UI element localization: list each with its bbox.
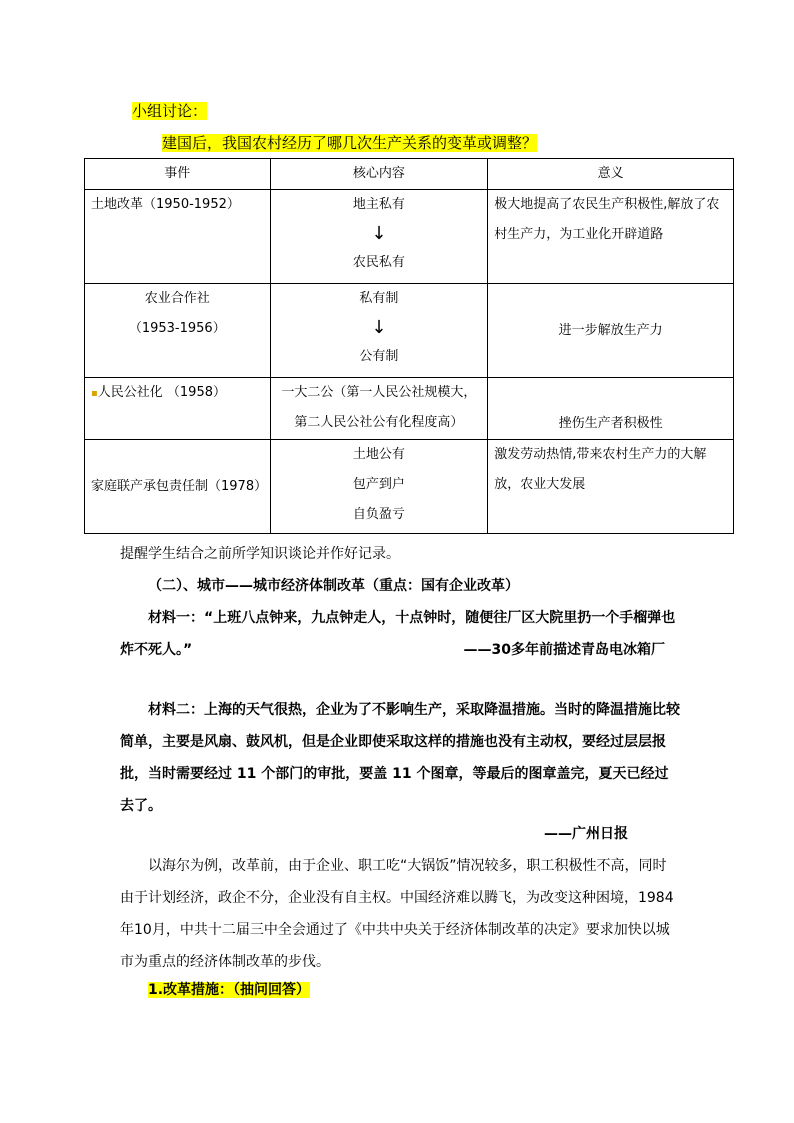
material1-source: ——30多年前描述青岛电冰箱厂 <box>463 642 665 658</box>
measures-heading: 1.改革措施：（抽问回答） <box>148 982 311 998</box>
core-bottom: 公有制 <box>359 349 399 364</box>
core-line: 一大二公（第一人民公社规模大， <box>281 385 477 400</box>
core-top: 私有制 <box>359 291 399 306</box>
event-line: （1953-1956） <box>128 321 226 336</box>
reminder-text: 提醒学生结合之前所学知识谈论并作好记录。 <box>120 546 400 562</box>
cell-event <box>85 378 271 440</box>
reform-table <box>84 158 734 534</box>
cell-meaning: 挫伤生产者积极性 <box>488 378 734 440</box>
cell-core <box>270 440 488 534</box>
core-line: 自负盈亏 <box>352 507 405 522</box>
table-row <box>85 190 734 284</box>
event-line: 农业合作社 <box>144 291 210 306</box>
table-header-row <box>85 159 734 190</box>
core-line: 包产到户 <box>352 477 405 492</box>
table-row <box>85 378 734 440</box>
section-title: （二）、城市——城市经济体制改革（重点：国有企业改革） <box>148 578 519 594</box>
haier-paragraph: 以海尔为例，改革前，由于企业、职工吃“大锅饭”情况较多，职工积极性不高，同时由于计划经济，政企不分，企业没有自主权。中国经济难以腾飞，为改变这种困境，1984年10月，中共十二届三中全会通过了《中共中央关于经济体制改革的决定》要求加快以城市为重点的经济体制改革的步伐。 <box>120 858 674 970</box>
cell-core <box>270 284 488 378</box>
core-line: 土地公有 <box>352 447 405 462</box>
header-core: 核心内容 <box>270 159 488 190</box>
cell-event: 土地改革（1950-1952） <box>85 190 271 284</box>
table-row <box>85 440 734 534</box>
cell-core <box>270 190 488 284</box>
material2-source: ——广州日报 <box>544 826 628 842</box>
event-text: 人民公社化 （1958） <box>97 385 226 400</box>
cell-event <box>85 284 271 378</box>
bullet-dot-icon: ▪ <box>91 388 98 399</box>
material2-text: 材料二：上海的天气很热，企业为了不影响生产，采取降温措施。当时的降温措施比较简单，主要是风扇、鼓风机，但是企业即使采取这样的措施也没有主动权，要经过层层报批，当时需要经过 11 个部门的审批，要盖 11 个图章，等最后的图章盖完，夏天已经过去了。 <box>120 702 680 814</box>
discussion-label: 小组讨论： <box>132 102 208 120</box>
table-row <box>85 284 734 378</box>
core-line: 第二人民公社公有化程度高） <box>294 415 464 430</box>
material1-text: 材料一：“上班八点钟来，九点钟走人，十点钟时，随便往厂区大院里扔一个手榴弹也炸不死人。” <box>120 610 676 658</box>
core-top: 地主私有 <box>352 197 405 212</box>
header-event: 事件 <box>85 159 271 190</box>
header-meaning: 意义 <box>488 159 734 190</box>
discussion-question: 建国后，我国农村经历了哪几次生产关系的变革或调整？ <box>162 134 538 152</box>
core-bottom: 农民私有 <box>352 255 405 270</box>
cell-core <box>270 378 488 440</box>
cell-meaning: 激发劳动热情,带来农村生产力的大解放，农业大发展 <box>488 440 734 534</box>
down-arrow-icon: ↓ <box>371 317 387 338</box>
cell-event: 家庭联产承包责任制（1978） <box>85 440 271 534</box>
down-arrow-icon: ↓ <box>371 223 387 244</box>
cell-meaning: 极大地提高了农民生产积极性,解放了农村生产力，为工业化开辟道路 <box>488 190 734 284</box>
cell-meaning: 进一步解放生产力 <box>488 284 734 378</box>
